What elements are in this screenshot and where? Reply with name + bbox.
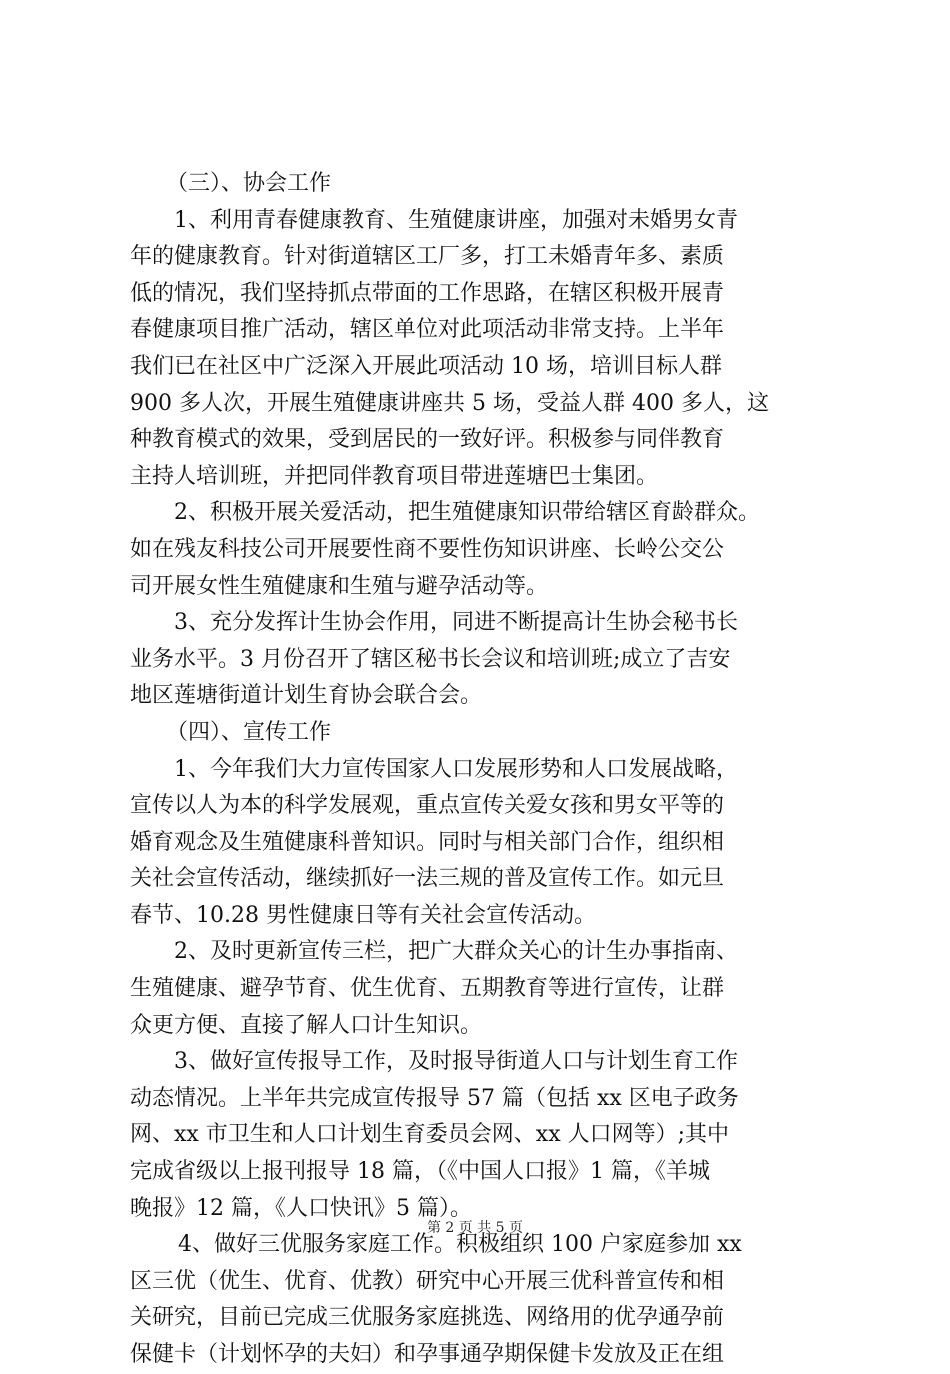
paragraph-line: 低的情况，我们坚持抓点带面的工作思路，在辖区积极开展青: [130, 280, 725, 306]
paragraph-line: 如在残友科技公司开展要性商不要性伤知识讲座、长岭公交公: [130, 536, 725, 562]
section-heading-association: （三）、协会工作: [166, 171, 332, 196]
paragraph-line: 年的健康教育。针对街道辖区工厂多，打工未婚青年多、素质: [130, 244, 725, 270]
paragraph-line: 900 多人次，开展生殖健康讲座共 5 场，受益人群 400 多人，这: [130, 390, 769, 416]
paragraph-line: 婚育观念及生殖健康科普知识。同时与相关部门合作，组织相: [130, 829, 725, 855]
paragraph-line: 业务水平。3 月份召开了辖区秘书长会议和培训班;成立了吉安: [130, 646, 731, 672]
paragraph-line: 晚报》12 篇，《人口快讯》5 篇）。: [130, 1195, 472, 1221]
paragraph-line: 司开展女性生殖健康和生殖与避孕活动等。: [130, 573, 549, 599]
paragraph-line: 网、xx 市卫生和人口计划生育委员会网、xx 人口网等）;其中: [130, 1122, 730, 1148]
paragraph-line: 关社会宣传活动，继续抓好一法三规的普及宣传工作。如元旦: [130, 866, 725, 892]
paragraph-line: 主持人培训班，并把同伴教育项目带进莲塘巴士集团。: [130, 463, 659, 489]
document-body: [130, 166, 830, 1374]
paragraph-line: 完成省级以上报刊报导 18 篇，（《中国人口报》1 篇，《羊城: [130, 1159, 710, 1185]
paragraph-line: 1、今年我们大力宣传国家人口发展形势和人口发展战略，: [174, 756, 738, 782]
paragraph-line: 种教育模式的效果，受到居民的一致好评。积极参与同伴教育: [130, 427, 725, 453]
paragraph-line: 春节、10.28 男性健康日等有关社会宣传活动。: [130, 902, 596, 928]
paragraph-line: 宣传以人为本的科学发展观，重点宣传关爱女孩和男女平等的: [130, 793, 725, 819]
paragraph-line: 众更方便、直接了解人口计生知识。: [130, 1012, 483, 1038]
paragraph-line: 动态情况。上半年共完成宣传报导 57 篇（包括 xx 区电子政务: [130, 1085, 739, 1111]
paragraph-line: 4、做好三优服务家庭工作。积极组织 100 户家庭参加 xx: [178, 1232, 742, 1258]
paragraph-line: 2、积极开展关爱活动，把生殖健康知识带给辖区育龄群众。: [174, 500, 760, 526]
paragraph-line: 春健康项目推广活动，辖区单位对此项活动非常支持。上半年: [130, 317, 725, 343]
paragraph-line: 区三优（优生、优育、优教）研究中心开展三优科普宣传和相: [130, 1268, 725, 1294]
paragraph-line: 保健卡（计划怀孕的夫妇）和孕事通孕期保健卡发放及正在组: [130, 1342, 725, 1367]
paragraph-line: 1、利用青春健康教育、生殖健康讲座，加强对未婚男女青: [174, 207, 738, 233]
page-number-footer: 第 2 页 共 5 页: [426, 1220, 524, 1236]
paragraph-line: 3、做好宣传报导工作，及时报导街道人口与计划生育工作: [174, 1049, 738, 1075]
paragraph-line: 3、充分发挥计生协会作用，同进不断提高计生协会秘书长: [174, 610, 738, 636]
section-heading-publicity: （四）、宣传工作: [166, 719, 332, 745]
paragraph-line: 生殖健康、避孕节育、优生优育、五期教育等进行宣传，让群: [130, 976, 725, 1002]
paragraph-line: 地区莲塘街道计划生育协会联合会。: [130, 683, 483, 709]
paragraph-line: 关研究，目前已完成三优服务家庭挑选、网络用的优孕通孕前: [130, 1305, 725, 1331]
paragraph-line: 2、及时更新宣传三栏，把广大群众关心的计生办事指南、: [174, 939, 738, 965]
paragraph-line: 我们已在社区中广泛深入开展此项活动 10 场，培训目标人群: [130, 353, 722, 379]
